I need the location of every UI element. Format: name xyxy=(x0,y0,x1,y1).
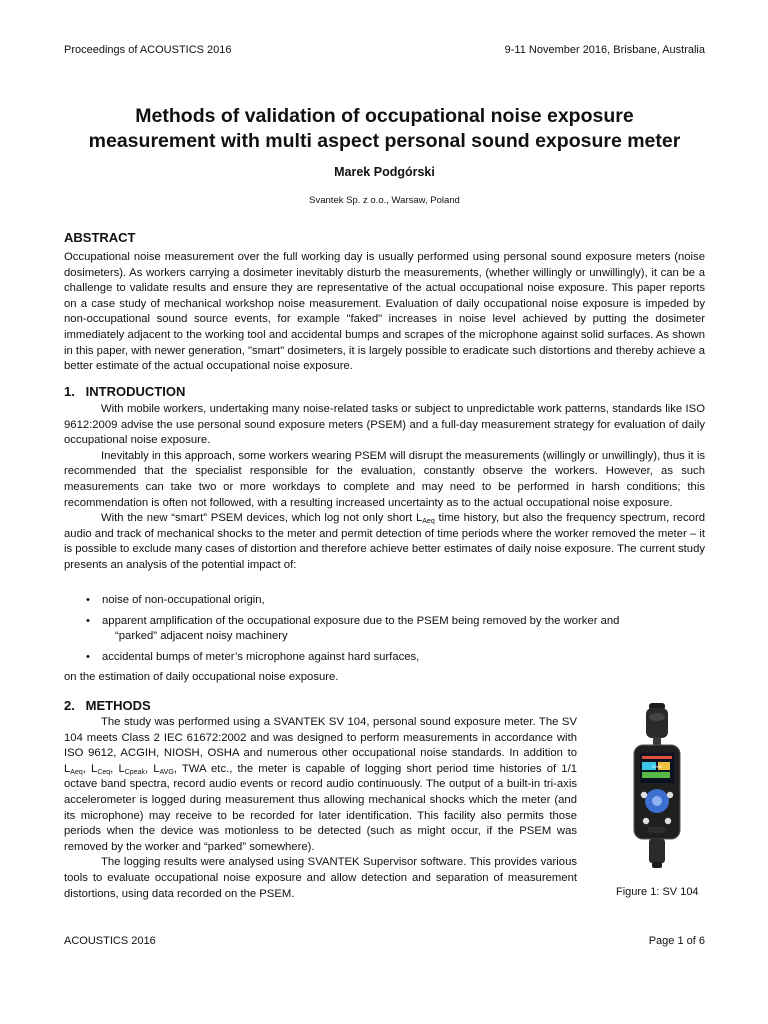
intro-p3-text-a: With the new “smart” PSEM devices, which log not only short L xyxy=(101,512,423,525)
paper-page xyxy=(64,0,705,1024)
running-footer xyxy=(64,935,705,947)
bullet-item: • apparent amplification of the occupational exposure due to the PSEM being removed by the worker and “parked” adjacent noisy machinery xyxy=(86,614,620,643)
bullet-item: • accidental bumps of meter’s microphone against hard surfaces, xyxy=(64,650,705,666)
bullet-dot-icon: • xyxy=(86,594,90,606)
bullet-dot-icon: • xyxy=(86,614,90,627)
sv104-device-figure xyxy=(622,703,692,868)
device-screen-label: SVAN xyxy=(651,764,663,769)
impact-bullet-list xyxy=(64,593,705,665)
header-proceedings: Proceedings of ACOUSTICS 2016 xyxy=(64,44,232,56)
footer-page-number: Page 1 of 6 xyxy=(648,935,705,947)
methods-body xyxy=(64,715,577,902)
intro-paragraph-1: With mobile workers, undertaking many noise-related tasks or subject to unpredictable work patterns, standards like ISO 9612:2009 advise the use personal sound exposure meters (PSEM) and a full-day measurement strategy for evaluation of daily occupational noise exposure. xyxy=(64,403,705,447)
abstract-text: Occupational noise measurement over the full working day is usually performed using personal sound exposure meters (noise dosimeters). As workers carrying a dosimeter inevitably disturb the measurements, (whether willingly or unwillingly), it can be a challenge to validate results and ensure they are representative of the actual occupational noise exposure. This paper reports on a case study of mechanical workshop noise measurement. Evaluation of daily occupational noise exposure is impeded by non-occupational sound source events, for example "faked" increases in noise level achieved by putting the dosimeter immediately adjacent to the working tool and accidental bumps and scrapes of the microphone against solid surfaces. As shown in this paper, with newer generation, "smart" dosimeters, it is largely possible to eradicate such distortions and thereby achieve a better estimate of the actual occupational noise exposure. xyxy=(64,251,705,373)
abstract-heading: ABSTRACT xyxy=(64,230,136,245)
running-header xyxy=(64,44,705,56)
laeq-subscript: Aeq xyxy=(422,518,435,526)
intro-paragraph-2: Inevitably in this approach, some workers wearing PSEM will disrupt the measurements (willingly or unwillingly), thus it is recommended that the specialist responsible for the evaluation, constantly observe the workers. However, as such measurements can take two or more workdays to complete and may need to be performed in harsh conditions; this recommendation is often not followed, with a resulting increased uncertainty as to the actual occupational noise exposure. xyxy=(64,449,705,509)
title-line-2: measurement with multi aspect personal sound exposure meter xyxy=(88,130,681,152)
methods-paragraph-2: The logging results were analysed using SVANTEK Supervisor software. This provides various tools to evaluate occupational noise exposure and allow detection and separation of measurement distortions, using data recorded on the PSEM. xyxy=(64,856,577,900)
intro-closing: on the estimation of daily occupational noise exposure. xyxy=(64,671,339,683)
author-affiliation: Svantek Sp. z o.o., Warsaw, Poland xyxy=(309,195,460,206)
intro-paragraph-3 xyxy=(64,511,705,573)
paper-title xyxy=(64,104,705,154)
intro-body xyxy=(64,402,705,574)
figure-caption: Figure 1: SV 104 xyxy=(616,886,699,898)
title-line-1: Methods of validation of occupational noise exposure xyxy=(135,105,634,127)
methods-paragraph-1: The study was performed using a SVANTEK SV 104, personal sound exposure meter. The SV 104 meets Class 2 IEC 61672:2002 and was designed to perform measurements in accordance with ISO 9612, ACGIH, NIOSH, OSHA and numerous other occupational noise standards. In addition to $L_{Aeq}$, $L_{Ceq}$, $L_{Cpeak}$, $L_{AVG}$, TWA etc., the meter is capable of logging short period time histories of 1/1 octave band spectra, record audio events or record audio continuously. The output of a built-in tri-axis accelerometer is logged during measurement thus allowing mechanical shocks which the meter (and its microphone) may receive to be recorded for later identification. This facility also permits those periods when the device was motionless to be detected (such as might occur, if the PSEM was removed by the worker and “parked” somewhere). xyxy=(64,716,578,853)
intro-p3-text-b: time history, but also the frequency spectrum, record audio and track of mechanical shocks to the meter and permit detection of time periods where the worker removed the meter – it is possible to exclude many cases of distortion and therefore achieve better estimates of daily noise exposure. The current study presents an analysis of the potential impact of: xyxy=(64,512,705,571)
bullet-dot-icon: • xyxy=(86,650,90,663)
bullet-item: • noise of non-occupational origin, xyxy=(64,593,705,609)
header-date-location: 9-11 November 2016, Brisbane, Australia xyxy=(504,44,705,56)
section-methods-heading: 2. METHODS xyxy=(64,698,151,713)
section-introduction-heading: 1. INTRODUCTION xyxy=(64,384,186,399)
author-name: Marek Podgórski xyxy=(334,165,435,179)
footer-conference: ACOUSTICS 2016 xyxy=(64,935,156,947)
